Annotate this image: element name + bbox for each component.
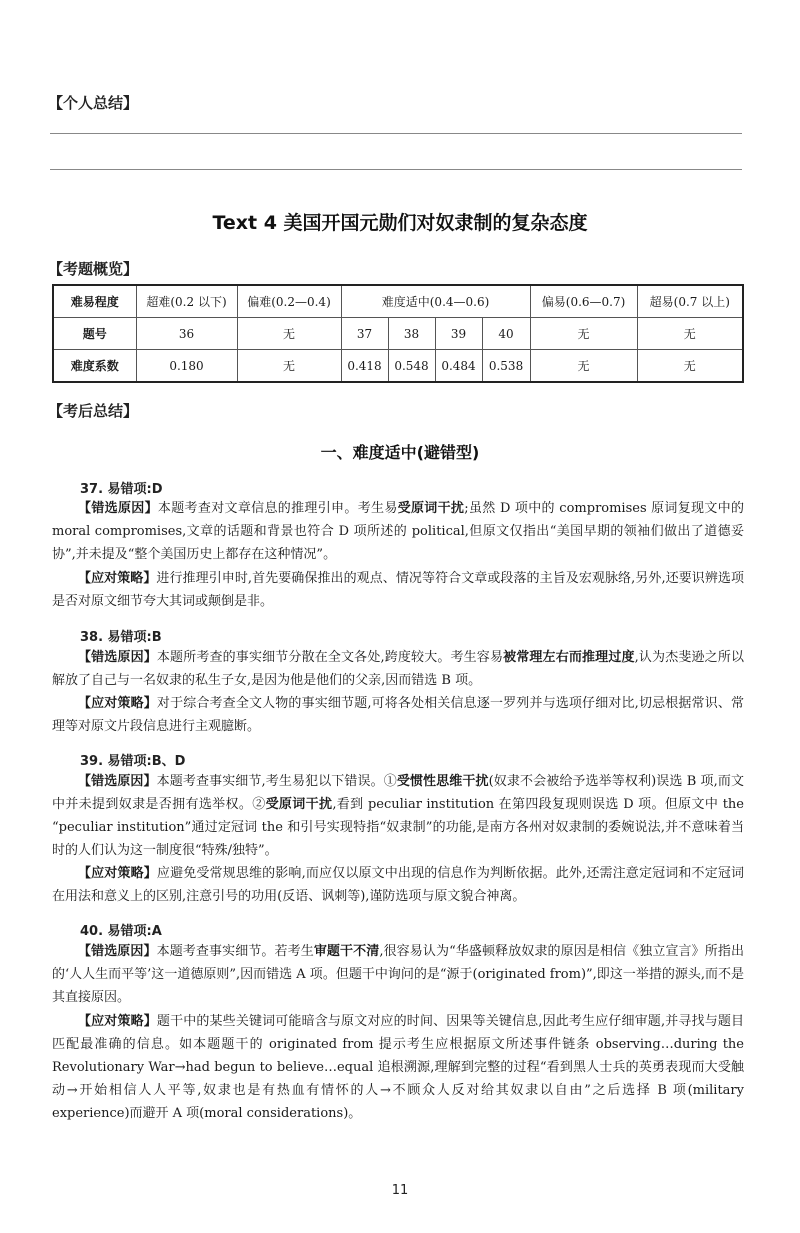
reason-text: ,看到 peculiar institution 在第四段复现则误选 D 项。但原文中 the “peculiar institution”通过定冠词 the 和引号实现特指“奴隶制”的功能,是南方各州对奴隶制的委婉说法,并不意味着当时的人们认为这一制度很“特殊/独特”。 (52, 797, 744, 858)
table-row (53, 318, 743, 350)
reason-text: 本题考查对文章信息的推理引申。考生易 (157, 501, 398, 516)
table-cell: 0.484 (435, 350, 482, 383)
item-heading: 38. 易错项:B (80, 630, 162, 645)
table-cell: 0.418 (341, 350, 388, 383)
table-header-cell: 难度适中(0.4—0.6) (341, 285, 530, 318)
emphasis-text: 受原词干扰 (265, 797, 333, 812)
personal-summary-label: 【个人总结】 (48, 94, 139, 112)
reason-paragraph (52, 646, 744, 692)
strategy-tag: 【应对策略】 (78, 571, 157, 586)
reason-paragraph (52, 770, 744, 862)
writing-line (50, 169, 742, 170)
page-title: Text 4 美国开国元勋们对奴隶制的复杂态度 (212, 212, 588, 234)
table-cell: 40 (482, 318, 530, 350)
table-cell: 无 (237, 350, 341, 383)
table-cell: 题号 (53, 318, 136, 350)
reason-text: 本题考查事实细节。若考生 (156, 944, 314, 959)
table-cell: 无 (237, 318, 341, 350)
reason-text: 本题考查事实细节,考生易犯以下错误。① (156, 774, 397, 789)
strategy-text: 对于综合考查全文人物的事实细节题,可将各处相关信息逐一罗列并与选项仔细对比,切忌根据常识、常理等对原文片段信息进行主观臆断。 (52, 696, 744, 734)
reason-text: 本题所考查的事实细节分散在全文各处,跨度较大。考生容易 (156, 650, 504, 665)
reason-text: ;虽然 D 项中的 compromises 原词复现文中的 moral compromises,文章的话题和背景也符合 D 项所述的 political,但原文仅指出“美国早期的领袖们做出了道德妥协”,并未提及“整个美国历史上都存在这种情况”。 (52, 501, 744, 562)
reason-text: ,认为杰斐逊之所以解放了自己与一名奴隶的私生子女,是因为他是他们的父亲,因而错选 B 项。 (52, 650, 744, 688)
table-cell: 无 (637, 318, 743, 350)
table-cell: 38 (388, 318, 435, 350)
table-row (53, 350, 743, 383)
table-cell: 难度系数 (53, 350, 136, 383)
item-heading: 37. 易错项:D (80, 482, 163, 497)
difficulty-table (52, 284, 744, 383)
reason-paragraph (52, 497, 744, 566)
section-heading: 一、难度适中(避错型) (320, 443, 480, 462)
emphasis-text: 受原词干扰 (397, 501, 465, 516)
strategy-paragraph (52, 692, 744, 738)
strategy-text: 应避免受常规思维的影响,而应仅以原文中出现的信息作为判断依据。此外,还需注意定冠词和不定冠词在用法和意义上的区别,注意引号的功用(反语、讽刺等),谨防选项与原文貌合神离。 (52, 866, 744, 904)
table-cell: 39 (435, 318, 482, 350)
table-cell: 0.538 (482, 350, 530, 383)
page-number: 11 (391, 1183, 409, 1198)
table-cell: 无 (530, 318, 637, 350)
table-header-cell: 超易(0.7 以上) (637, 285, 743, 318)
table-header-cell: 难易程度 (53, 285, 136, 318)
item-heading: 39. 易错项:B、D (80, 754, 186, 769)
reason-tag: 【错选原因】 (78, 944, 157, 959)
emphasis-text: 审题干不清 (313, 944, 380, 959)
table-cell: 0.548 (388, 350, 435, 383)
reason-paragraph (52, 940, 744, 1009)
strategy-paragraph (52, 862, 744, 908)
strategy-tag: 【应对策略】 (78, 866, 157, 881)
strategy-paragraph (52, 1010, 744, 1125)
table-cell: 无 (637, 350, 743, 383)
table-header-cell: 偏难(0.2—0.4) (237, 285, 341, 318)
table-header-cell: 超难(0.2 以下) (136, 285, 237, 318)
writing-line (50, 133, 742, 134)
reason-text: ,很容易认为“华盛顿释放奴隶的原因是相信《独立宣言》所指出的‘人人生而平等’这一道德原则”,因而错选 A 项。但题干中询问的是“源于(originated from)”,即这一举措的源头,而不是其直接原因。 (52, 944, 744, 1005)
post-exam-label: 【考后总结】 (48, 402, 139, 420)
strategy-text: 题干中的某些关键词可能暗含与原文对应的时间、因果等关键信息,因此考生应仔细审题,并寻找与题目匹配最准确的信息。如本题题干的 originated from 提示考生应根据原文所述事件链条 observing…during the Revolutionary War→had begun to believe…equal 追根溯源,理解到完整的过程“看到黑人士兵的英勇表现而大受触动→开始相信人人平等,奴隶也是有热血有情怀的人→不顾众人反对给其奴隶以自由”之后选择 B 项(military experience)而避开 A 项(moral considerations)。 (52, 1014, 744, 1121)
item-heading: 40. 易错项:A (80, 924, 162, 939)
table-cell: 无 (530, 350, 637, 383)
table-cell: 37 (341, 318, 388, 350)
table-cell: 0.180 (136, 350, 237, 383)
table-cell: 36 (136, 318, 237, 350)
strategy-tag: 【应对策略】 (78, 1014, 157, 1029)
emphasis-text: 受惯性思维干扰 (396, 774, 489, 789)
strategy-tag: 【应对策略】 (78, 696, 157, 711)
table-header-cell: 偏易(0.6—0.7) (530, 285, 637, 318)
reason-tag: 【错选原因】 (78, 774, 157, 789)
strategy-text: 进行推理引申时,首先要确保推出的观点、情况等符合文章或段落的主旨及宏观脉络,另外,还要识辨选项是否对原文细节夸大其词或颠倒是非。 (52, 571, 744, 609)
table-header-row (53, 285, 743, 318)
emphasis-text: 被常理左右而推理过度 (503, 650, 635, 665)
strategy-paragraph (52, 567, 744, 613)
reason-tag: 【错选原因】 (78, 650, 157, 665)
reason-text: (奴隶不会被给予选举等权利)误选 B 项,而文中并未提到奴隶是否拥有选举权。② (52, 774, 744, 812)
reason-tag: 【错选原因】 (78, 501, 158, 516)
overview-label: 【考题概览】 (48, 260, 139, 278)
